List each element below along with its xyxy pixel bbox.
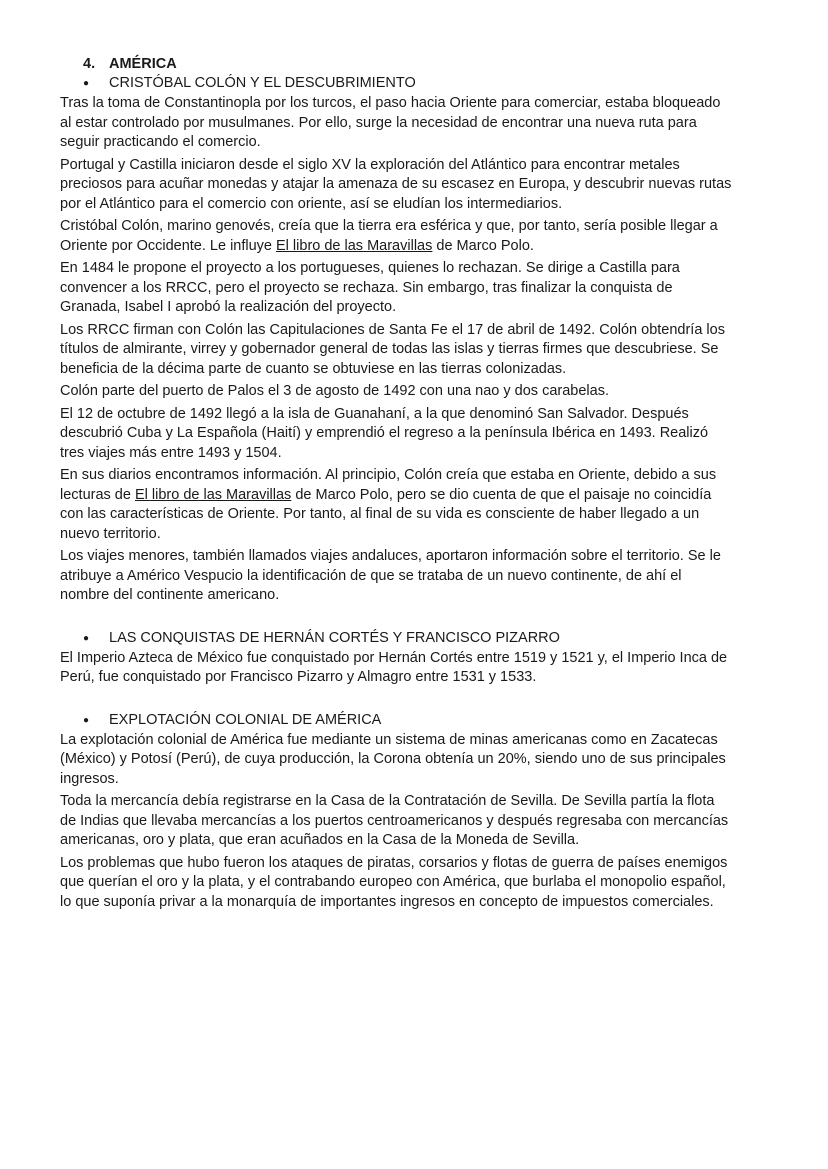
text-line: seguir practicando el comercio. bbox=[60, 134, 261, 150]
paragraph bbox=[60, 94, 780, 153]
text-line: Cristóbal Colón, marino genovés, creía que la tierra era esférica y que, por tanto, sería posible llegar a bbox=[60, 218, 718, 234]
book-title-underlined: El libro de las Maravillas bbox=[134, 486, 292, 503]
text-line: americanas, oro y plata, que eran acuñados en la Casa de la Moneda de Sevilla. bbox=[60, 832, 580, 848]
text-line: tres viajes más entre 1493 y 1504. bbox=[60, 444, 282, 461]
text-line: Los viajes menores, también llamados viajes andaluces, aportaron información sobre el territorio. Se le bbox=[60, 548, 721, 564]
paragraph bbox=[60, 259, 780, 318]
text-line: títulos de almirante, virrey y gobernador general de todas las islas y tierras firmes que descubriese. Se bbox=[60, 341, 719, 357]
section-heading bbox=[83, 55, 780, 74]
text-line: La explotación colonial de América fue mediante un sistema de minas americanas como en Zacatecas bbox=[60, 731, 718, 748]
text-line: En sus diarios encontramos información. Al principio, Colón creía que estaba en Oriente, debido a sus bbox=[60, 467, 717, 483]
subsection-heading-colon bbox=[83, 74, 780, 94]
paragraph bbox=[60, 405, 780, 464]
text-line: Perú, fue conquistado por Francisco Pizarro y Almagro entre 1531 y 1533. bbox=[60, 669, 537, 685]
text-line: preciosos para acuñar monedas y atajar la amenaza de su escasez en Europa, y descubrir nuevas rutas bbox=[60, 176, 732, 192]
text-run: lecturas de bbox=[60, 486, 135, 503]
section-title: AMÉRICA bbox=[109, 56, 177, 72]
paragraph bbox=[60, 854, 780, 913]
bullet-icon bbox=[83, 711, 109, 731]
document-page bbox=[60, 55, 780, 915]
subsection-heading-text: LAS CONQUISTAS DE HERNÁN CORTÉS Y FRANCISCO PIZARRO bbox=[109, 629, 560, 646]
paragraph bbox=[60, 792, 780, 851]
text-line: con las características de Oriente. Por tanto, al final de su vida es consciente de haber llegado a un bbox=[60, 506, 700, 522]
text-line: al estar controlado por musulmanes. Por ello, surge la necesidad de encontrar una nueva ruta para bbox=[60, 114, 697, 131]
text-line: que querían el oro y la plata, y el contrabando europeo con América, que burlaba el monopolio español, bbox=[60, 874, 726, 890]
text-line: ingresos. bbox=[60, 770, 119, 787]
text-line: convencer a los RRCC, pero el proyecto se rechaza. Sin embargo, tras finalizar la conquista de bbox=[60, 279, 673, 296]
text-run: de Marco Polo. bbox=[432, 237, 534, 254]
paragraph bbox=[60, 382, 780, 402]
paragraph bbox=[60, 547, 780, 606]
spacer bbox=[60, 691, 780, 711]
subsection-heading-conquistas bbox=[83, 629, 780, 649]
paragraph bbox=[60, 217, 780, 256]
text-line bbox=[60, 486, 780, 506]
text-line: descubrió Cuba y La Española (Haití) y emprendió el regreso a la península Ibérica en 1493. Realizó bbox=[60, 425, 709, 441]
text-line: Toda la mercancía debía registrarse en la Casa de la Contratación de Sevilla. De Sevilla partía la flota bbox=[60, 793, 715, 809]
text-line: (México) y Potosí (Perú), de cuya producción, la Corona obtenía un 20%, siendo uno de sus principales bbox=[60, 751, 726, 767]
paragraph bbox=[60, 156, 780, 215]
text-run: Oriente por Occidente. Le influye bbox=[60, 237, 277, 254]
text-line bbox=[60, 237, 780, 257]
text-line: En 1484 le propone el proyecto a los portugueses, quienes lo rechazan. Se dirige a Castilla para bbox=[60, 260, 680, 276]
text-line: lo que suponía privar a la monarquía de importantes ingresos en concepto de impuestos comerciales. bbox=[60, 893, 714, 910]
text-line: Los RRCC firman con Colón las Capitulaciones de Santa Fe el 17 de abril de 1492. Colón obtendría los bbox=[60, 321, 725, 338]
subsection-heading-explotacion bbox=[83, 711, 780, 731]
text-line: beneficia de la décima parte de cuanto se obtuviese en las tierras colonizadas. bbox=[60, 360, 567, 377]
book-title-underlined: El libro de las Maravillas bbox=[276, 237, 433, 254]
text-line: Portugal y Castilla iniciaron desde el siglo XV la exploración del Atlántico para encontrar metales bbox=[60, 156, 680, 173]
text-line: de Indias que llevaba mercancías a los puertos centroamericanos y después regresaba con mercancías bbox=[60, 812, 729, 829]
text-line: El 12 de octubre de 1492 llegó a la isla de Guanahaní, a la que denominó San Salvador. Después bbox=[60, 405, 689, 422]
text-line: El Imperio Azteca de México fue conquistado por Hernán Cortés entre 1519 y 1521 y, el Imperio Inca de bbox=[60, 649, 728, 666]
paragraph bbox=[60, 466, 780, 544]
subsection-heading-text: EXPLOTACIÓN COLONIAL DE AMÉRICA bbox=[109, 711, 382, 728]
text-line: Granada, Isabel I aprobó la realización del proyecto. bbox=[60, 299, 397, 315]
subsection-heading-text: CRISTÓBAL COLÓN Y EL DESCUBRIMIENTO bbox=[109, 75, 416, 91]
text-line: Los problemas que hubo fueron los ataques de piratas, corsarios y flotas de guerra de países enemigos bbox=[60, 854, 728, 871]
text-line: atribuye a Américo Vespucio la identificación de que se trataba de un nuevo continente, de ahí el bbox=[60, 567, 682, 584]
paragraph bbox=[60, 649, 780, 688]
text-line: nombre del continente americano. bbox=[60, 587, 280, 603]
section-number: 4. bbox=[83, 56, 96, 72]
bullet-icon bbox=[83, 74, 109, 94]
text-line: por el Atlántico para el comercio con oriente, así se eludían los intermediarios. bbox=[60, 195, 563, 212]
spacer bbox=[60, 609, 780, 629]
text-line: Colón parte del puerto de Palos el 3 de agosto de 1492 con una nao y dos carabelas. bbox=[60, 383, 609, 399]
bullet-icon bbox=[83, 629, 109, 649]
text-run: de Marco Polo, pero se dio cuenta de que el paisaje no coincidía bbox=[291, 486, 712, 503]
paragraph bbox=[60, 731, 780, 790]
text-line: nuevo territorio. bbox=[60, 525, 161, 542]
paragraph bbox=[60, 321, 780, 380]
text-line: Tras la toma de Constantinopla por los turcos, el paso hacia Oriente para comerciar, estaba bloqueado bbox=[60, 95, 721, 111]
